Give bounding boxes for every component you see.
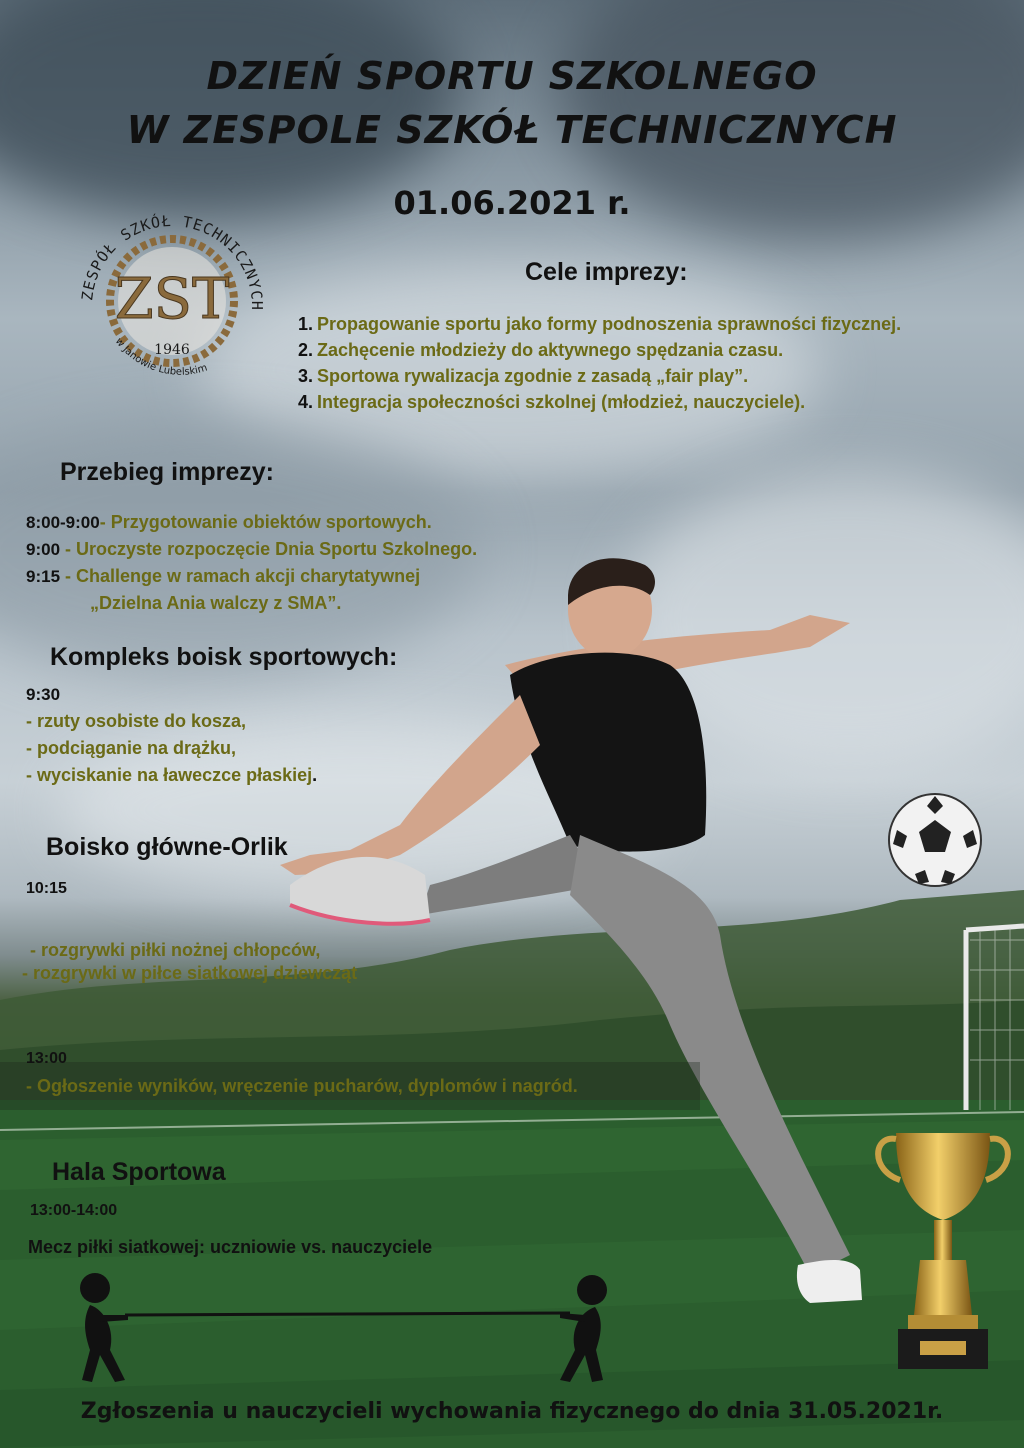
fields-heading: Kompleks boisk sportowych: — [50, 643, 398, 671]
goals-heading: Cele imprezy: — [525, 258, 688, 286]
results-time: 13:00 — [26, 1050, 67, 1067]
fields-item: - rzuty osobiste do kosza, — [26, 711, 247, 731]
trophy-icon — [868, 1125, 1018, 1375]
goal-item — [298, 340, 901, 361]
orlik-list — [22, 940, 357, 984]
goal-text: Propagowanie sportu jako formy podnoszenia sprawności fizycznej. — [317, 314, 902, 334]
logo-arc-text: ZESPÓŁ SZKÓŁ TECHNICZNYCH — [78, 211, 267, 311]
goal-item — [298, 392, 901, 413]
fields-item-period: . — [312, 765, 318, 785]
schedule-text: - Uroczyste rozpoczęcie Dnia Sportu Szkolnego. — [60, 539, 478, 559]
goal-number: 2. — [298, 340, 314, 360]
fields-item-text: - wyciskanie na ławeczce płaskiej — [26, 765, 313, 785]
schedule-heading: Przebieg imprezy: — [60, 458, 274, 486]
event-date: 01.06.2021 r. — [393, 184, 631, 222]
results-text: - Ogłoszenie wyników, wręczenie pucharów, dyplomów i nagród. — [26, 1076, 578, 1096]
hall-time: 13:00-14:00 — [30, 1202, 118, 1219]
logo-location: w Janowie Lubelskim — [112, 336, 209, 378]
orlik-item: - rozgrywki piłki nożnej chłopców, — [30, 940, 321, 960]
hall-match: Mecz piłki siatkowej: uczniowie vs. nauczyciele — [28, 1237, 433, 1257]
orlik-time: 10:15 — [26, 880, 67, 897]
goal-number: 1. — [298, 314, 314, 334]
title-line-2: W ZESPOLE SZKÓŁ TECHNICZNYCH — [126, 108, 898, 152]
schedule-list — [26, 512, 477, 620]
goal-text: Sportowa rywalizacja zgodnie z zasadą „fair play”. — [317, 366, 749, 386]
orlik-heading: Boisko główne-Orlik — [46, 833, 288, 861]
goals-list — [298, 314, 901, 418]
goal-item — [298, 314, 901, 335]
schedule-text: - Przygotowanie obiektów sportowych. — [99, 512, 432, 532]
tug-of-war-illustration — [70, 1270, 615, 1390]
orlik-item: - rozgrywki w piłce siatkowej dziewcząt — [22, 963, 358, 983]
schedule-item — [26, 566, 477, 587]
logo-monogram: ZST — [114, 267, 230, 332]
soccer-ball-illustration — [885, 790, 985, 890]
school-logo — [72, 196, 272, 386]
title-line-1: DZIEŃ SPORTU SZKOLNEGO — [206, 54, 818, 98]
fields-list — [26, 685, 317, 792]
logo-year: 1946 — [154, 342, 190, 358]
hall-heading: Hala Sportowa — [52, 1158, 226, 1186]
fields-item: - podciąganie na drążku, — [26, 738, 237, 758]
goal-number: 3. — [298, 366, 314, 386]
fields-time: 9:30 — [26, 685, 61, 704]
fields-item — [26, 765, 317, 786]
goal-number: 4. — [298, 392, 314, 412]
schedule-text: - Challenge w ramach akcji charytatywnej — [60, 566, 421, 586]
schedule-time: 9:00 — [26, 540, 61, 559]
goal-text: Zachęcenie młodzieży do aktywnego spędzania czasu. — [317, 340, 784, 360]
schedule-item — [26, 539, 477, 560]
goal-text: Integracja społeczności szkolnej (młodzież, nauczyciele). — [317, 392, 806, 412]
schedule-continuation: „Dzielna Ania walczy z SMA”. — [90, 593, 342, 613]
schedule-item — [26, 512, 477, 533]
registration-footer: Zgłoszenia u nauczycieli wychowania fizycznego do dnia 31.05.2021r. — [80, 1399, 944, 1424]
schedule-time: 9:15 — [26, 567, 61, 586]
schedule-time: 8:00-9:00 — [26, 513, 100, 532]
goal-item — [298, 366, 901, 387]
